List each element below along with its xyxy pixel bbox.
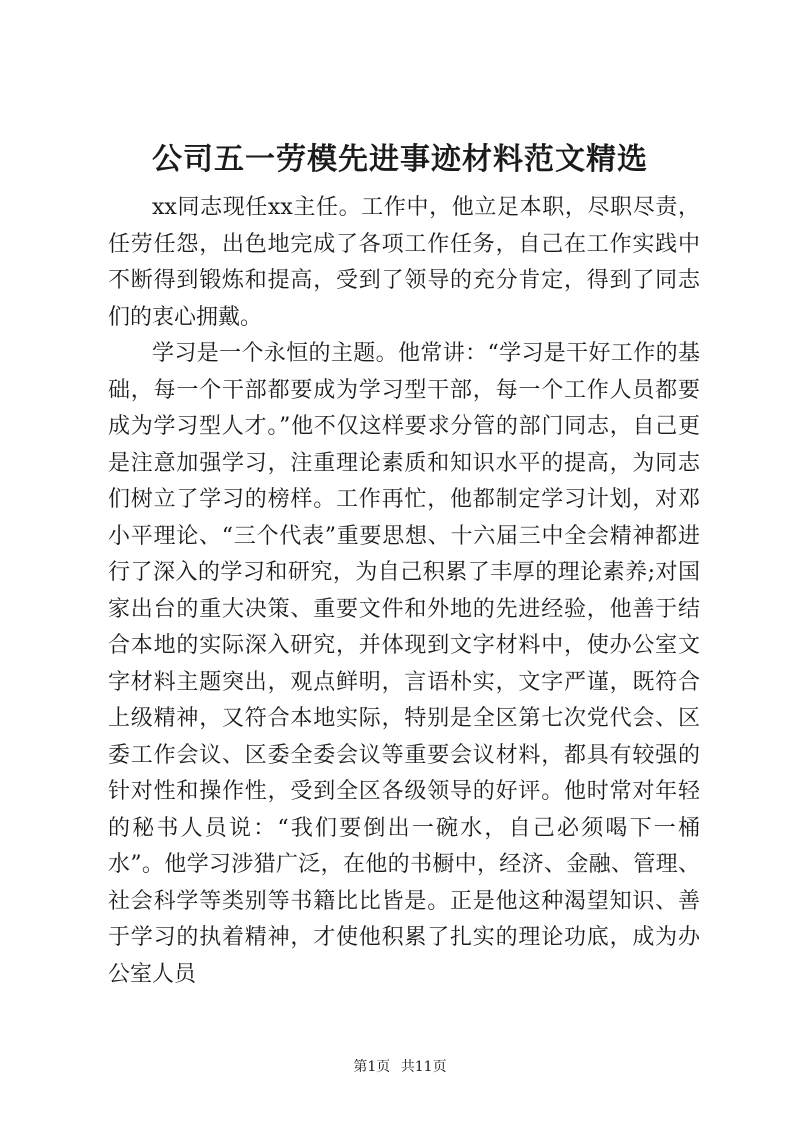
document-title: 公司五一劳模先进事迹材料范文精选 bbox=[152, 142, 648, 177]
page-total: 共11页 bbox=[400, 1059, 447, 1075]
page-footer bbox=[0, 1057, 800, 1077]
paragraph-intro: xx同志现任xx主任。工作中，他立足本职，尽职尽责，任劳任怨，出色地完成了各项工作任务，自己在工作实践中不断得到锻炼和提高，受到了领导的充分肯定，得到了同志们的衷心拥戴。 bbox=[108, 195, 700, 330]
paragraph-study: 学习是一个永恒的主题。他常讲：“学习是干好工作的基础，每一个干部都要成为学习型干部，每一个工作人员都要成为学习型人才。”他不仅这样要求分管的部门同志，自己更是注意加强学习，注重理论素质和知识水平的提高，为同志们树立了学习的榜样。工作再忙，他都制定学习计划，对邓小平理论、“三个代表”重要思想、十六届三中全会精神都进行了深入的学习和研究，为自己积累了丰厚的理论素养;对国家出台的重大决策、重要文件和外地的先进经验，他善于结合本地的实际深入研究，并体现到文字材料中，使办公室文字材料主题突出，观点鲜明，言语朴实，文字严谨，既符合上级精神，又符合本地实际，特别是全区第七次党代会、区委工作会议、区委全委会议等重要会议材料，都具有较强的针对性和操作性，受到全区各级领导的好评。他时常对年轻的秘书人员说：“我们要倒出一碗水，自己必须喝下一桶水”。他学习涉猎广泛，在他的书橱中，经济、金融、管理、社会科学等类别等书籍比比皆是。正是他这种渴望知识、善于学习的执着精神，才使他积累了扎实的理论功底，成为办公室人员 bbox=[108, 341, 700, 987]
document-body bbox=[108, 190, 700, 993]
page-number: 第1页 bbox=[353, 1059, 391, 1075]
